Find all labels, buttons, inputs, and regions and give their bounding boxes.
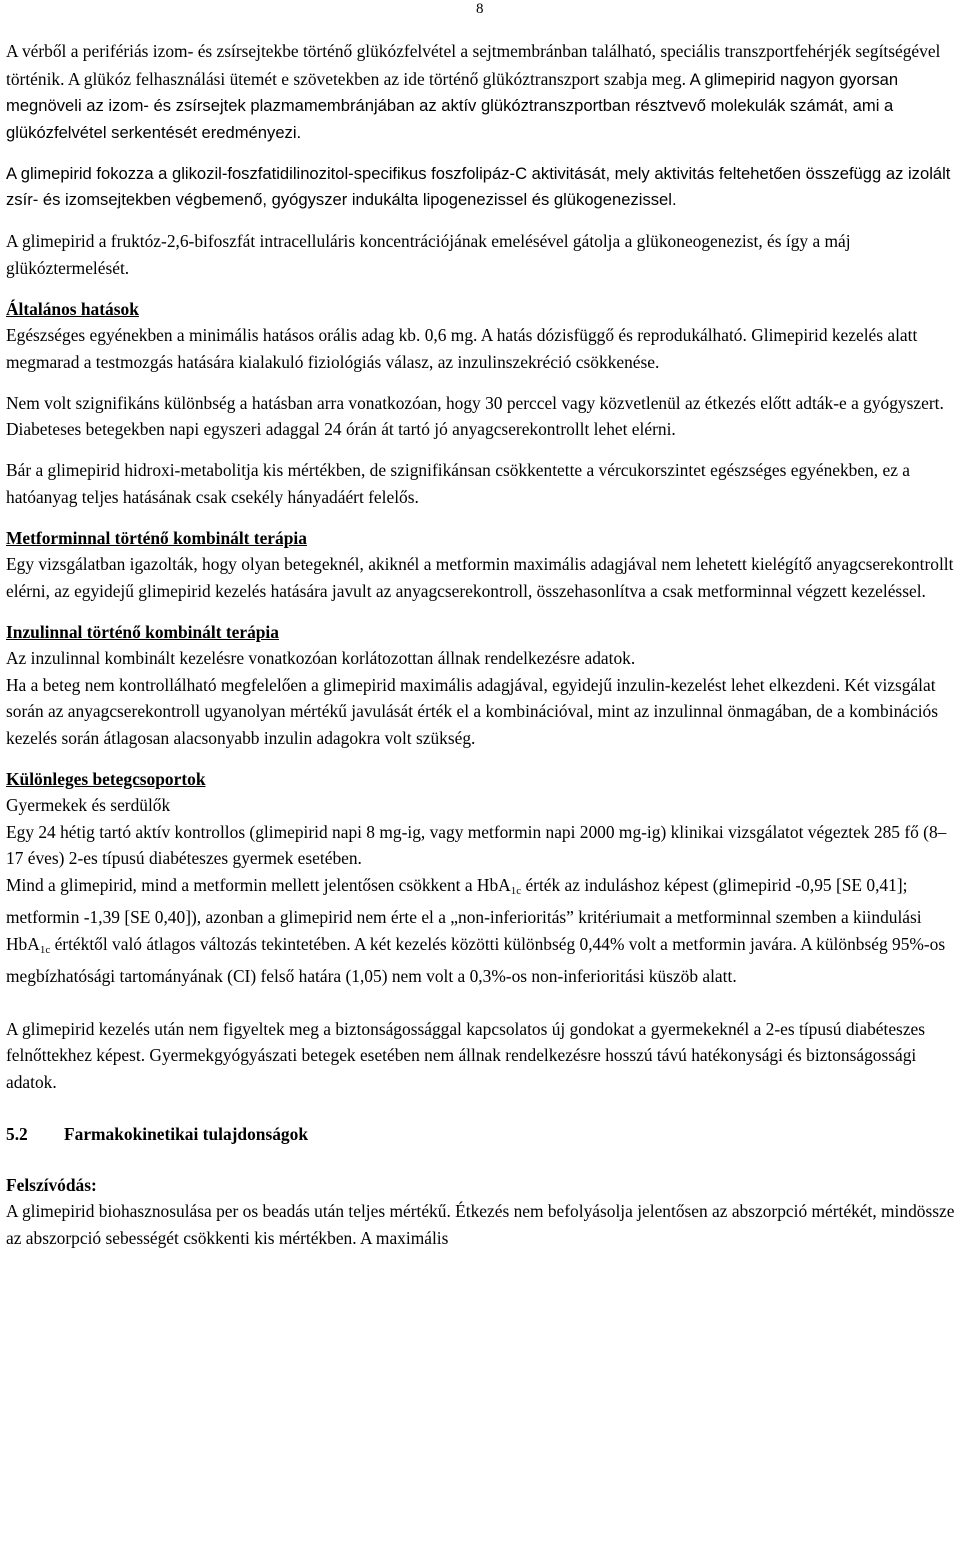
heading-general-effects: Általános hatások [6,298,139,319]
text-fragment: érték az induláshoz képest (glimepirid -0,95 [SE 0,41]; metformin -1,39 [SE 0,40]), azonban a glimepirid nem érte el a „non-inferioritás” kritériumait a metforminnal szemben a kiindulási HbA [6,874,922,954]
paragraph-text: Egészséges egyénekben a minimális hatásos orális adag kb. 0,6 mg. A hatás dózisfüggő és reprodukálható. Glimepirid kezelés alatt megmarad a testmozgás hatására kialakuló fiziológiás válasz, az inzulinszekréció csökkenése. [6,325,918,372]
paragraph-text: Az inzulinnal kombinált kezelésre vonatkozóan korlátozottan állnak rendelkezésre adatok. [6,648,636,668]
text-fragment: értéktől való átlagos változás tekintetében. A két kezelés közötti különbség 0,44% volt a metformin javára. A különbség 95%-os megbízhatósági tartományának (CI) felső határa (1,05) nem volt a 0,3%-os non-inferioritási küszöb alatt. [6,933,946,986]
subscript: 1c [510,884,522,897]
heading-absorption: Felszívódás: [6,1174,97,1195]
section-general-effects [6,296,956,376]
subscript: 1c [39,943,51,956]
text-fragment: Mind a glimepirid, mind a metformin mellett jelentősen csökkent a HbA [6,874,511,895]
paragraph-hba1c [6,872,956,990]
heading-insulin: Inzulinnal történő kombinált terápia [6,621,279,642]
section-special-groups [6,766,956,990]
paragraph-text: A glimepirid biohasznosulása per os beadás után teljes mértékű. Étkezés nem befolyásolja jelentősen az abszorpció mértékét, mindössze az abszorpció sebességét csökkenti kis mértékben. A maximális [6,1201,955,1248]
section-title-pharmacokinetics [6,1121,956,1148]
paragraph-timing: Nem volt szignifikáns különbség a hatásban arra vonatkozóan, hogy 30 perccel vagy közvetlenül az étkezés előtt adták-e a gyógyszert. Diabeteses betegekben napi egyszeri adaggal 24 órán át tartó jó anyagcserekontrollt lehet elérni. [6,392,944,439]
paragraph-text: Egy vizsgálatban igazolták, hogy olyan betegeknél, akiknél a metformin maximális adagjával nem lehetett kielégítő anyagcserekontrollt elérni, az egyidejű glimepirid kezelés hatására javult az anyagcserekontroll, összehasonlítva a csak metforminnal végzett kezeléssel. [6,554,954,601]
paragraph-glucose-uptake [6,38,956,146]
section-number: 5.2 [6,1124,28,1144]
paragraph-metabolite: Bár a glimepirid hidroxi-metabolitja kis mértékben, de szignifikánsan csökkentette a vércukorszintet egészséges egyénekben, ez a hatóanyag teljes hatásának csak csekély hányadáért felelős. [6,460,910,507]
document-body [6,38,956,1251]
section-metformin [6,525,956,605]
section-insulin [6,619,956,752]
paragraph-text: A glimepirid nagyon gyorsan megnöveli az izom- és zsírsejtek plazmamembránjában az aktív glükóztranszportban résztvevő molekulák számát, ami a glükózfelvétel serkentését eredményezi. [6,69,899,142]
section-absorption [6,1172,956,1252]
paragraph-children-safety: A glimepirid kezelés után nem figyeltek meg a biztonságossággal kapcsolatos új gondokat a gyermekeknél a 2-es típusú diabéteszes felnőttekhez képest. Gyermekgyógyászati betegek esetében nem állnak rendelkezésre hosszú távú hatékonysági és biztonságossági adatok. [6,1018,926,1092]
paragraph-text: A vérből a perifériás izom- és zsírsejtekbe történő glükózfelvétel a sejtmembránban található, speciális transzportfehérjék segítségével történik. A glükóz felhasználási ütemét e szövetekben az ide történő glükóztranszport szabja meg. [6,41,941,89]
section-title: Farmakokinetikai tulajdonságok [64,1124,308,1144]
heading-metformin: Metforminnal történő kombinált terápia [6,527,307,548]
heading-special-groups: Különleges betegcsoportok [6,768,206,789]
paragraph-text: Egy 24 hétig tartó aktív kontrollos (glimepirid napi 8 mg-ig, vagy metformin napi 2000 mg-ig) klinikai vizsgálatot végeztek 285 fő (8–17 éves) 2-es típusú diabéteszes gyermek esetében. [6,821,947,868]
paragraph-phospholipase: A glimepirid fokozza a glikozil-foszfatidilinozitol-specifikus foszfolipáz-C aktivitását, mely aktivitás feltehetően összefügg az izolált zsír- és izomsejtekben végbemenő, gyógyszer indukálta lipogenezissel és glükogenezissel. [6,163,951,209]
paragraph-fructose: A glimepirid a fruktóz-2,6-bifoszfát intracelluláris koncentrációjának emelésével gátolja a glükoneogenezist, és így a máj glükóztermelését. [6,231,851,278]
page-number: 8 [476,1,484,17]
paragraph-text: Ha a beteg nem kontrollálható megfelelően a glimepirid maximális adagjával, egyidejű inzulin-kezelést lehet elkezdeni. Két vizsgálat során az anyagcserekontroll ugyanolyan mértékű javulását érték el a kombinációval, mint az inzulinnal önmagában, de a kombinációs kezelés során átlagosan alacsonyabb inzulin adagokra volt szükség. [6,674,939,748]
subheading-children: Gyermekek és serdülők [6,795,171,815]
